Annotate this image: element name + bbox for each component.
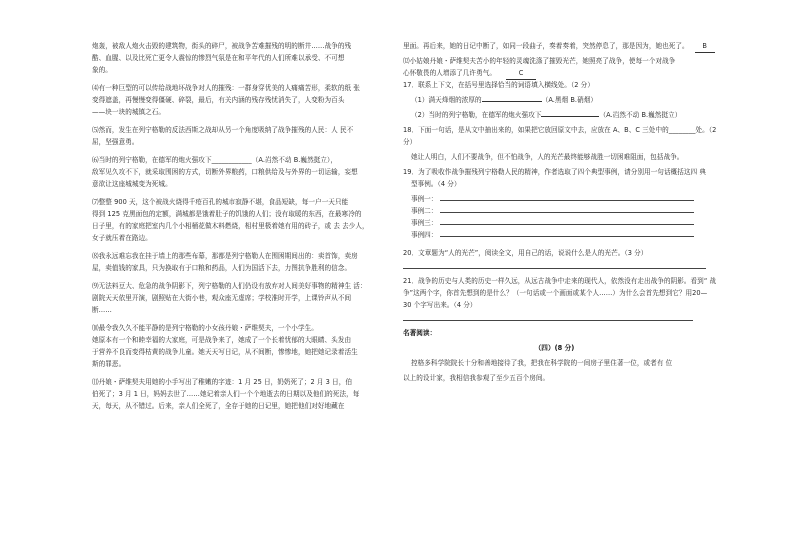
text-line [403,40,706,52]
answer-blank[interactable] [541,109,599,117]
question-19-cont: 型事例。（4 分） [411,180,461,188]
text-line: 屋，卖值钱的家具，只为换取有于口粮和药品，人们为国活下去，力图抗争胜利的信念。 [92,264,352,272]
text-line: ⑻我永远难忘我在挂于墙上的那些布幕，那都是列宁格勒人在围困期间出的：卖首饰，卖房 [92,252,358,260]
question-17: 17．联系上下文，在括号里选择恰当的词语填入横线处。（2 分） [403,81,594,89]
event-row-1 [403,193,706,205]
text-line: 意欲让这座城城变为死城。 [92,180,172,188]
text-segment: （A.岿然不动 B.巍然挺立） [599,111,682,119]
event-label: 事例四： [411,231,438,239]
answer-line[interactable] [440,229,694,237]
text-line: 炮轰，被敌人炮火击毁的建筑物，街头的碎尸，被战争苦难摧残的明的断井……战争的残 [92,42,352,50]
answer-line[interactable] [440,217,694,225]
part-title: （四）(8 分) [534,344,575,352]
question-21-cont: 争”这两个字，你首先想到的是什么？（一句话或一个画面或某个人……）为什么会首先想到它？用20— [403,289,708,297]
position-marker-b: B [695,40,715,53]
question-21-cont: 30 个字写出来。（4 分） [403,301,477,309]
text-line [403,67,706,79]
text-segment: 心怀敬畏的人增添了几许勇气。 [403,69,497,77]
event-row-2 [403,205,706,217]
question-17-2 [403,109,706,121]
right-column [403,40,717,384]
answer-line[interactable] [440,205,694,213]
answer-line[interactable] [403,261,706,269]
text-segment: （A.黑烟 B.硝烟） [541,96,598,104]
section-title: 名著阅读： [403,329,437,337]
event-row-4 [403,229,706,241]
answer-blank[interactable] [482,94,542,102]
question-21: 21．战争的历史与人类的历史一样久远，从远古战争中走来的现代人，依然没有走出战争的阴影。看到“ 战 [403,277,717,285]
text-line: 控格多科学院院长十分和善地接待了我，把我在科学院的一间房子里住著一位，或者有 位 [411,359,673,367]
question-17-1 [403,94,706,106]
left-column [92,40,388,412]
answer-line[interactable] [403,313,693,321]
question-18-quote: 她让人明白，人们不要战争，但不怕战争，人的光芒最终能够战胜一切困难阻面，包括战争。 [411,153,684,161]
text-line: ⑾丹娘・萨维契夫用她的小手写出了稚嫩的字迹：1 月 25 日，奶奶死了；2 月 3 日，伯 [92,378,352,386]
position-marker-c: C [506,67,536,80]
text-line: 以上的设计家，我相信我参观了至少五百个房间。 [403,374,550,382]
text-line: 断…… [92,306,112,314]
text-line: 得到 125 克黑面包的定额，满城都是饿着肚子的饥饿的人们；没有取暖的东西，在最寒冷的 [92,210,362,218]
text-line: 变得遮盖，再慢慢变得僵硬、碎裂，最后，有关内涵的残存残忧消失了，人变粉为百头 [92,96,345,104]
event-label: 事例一： [411,195,438,203]
text-line: ⑽最令我久久不能平静的是列宁格勒的小女孩丹娘・萨维契夫，一个小学生。 [92,324,318,332]
text-line: 敌军见久攻不下，就采取围困的方式，切断外界粮药，口粮供给及与外界的一切运输，妄想 [92,168,358,176]
question-20: 20．文章题为“人的光芒”，阅读全文，用自己的话，说说什么是人的光芒。（3 分） [403,249,648,257]
text-line: 象的。 [92,66,112,74]
text-line: ⑼无法料豆大、危急的战争阴影下，列宁格勒的人们仍设有放弃对人间美好事物的精神生 活： [92,282,367,290]
question-18: 18．下面一句话，是从文中抽出来的，如果把它放回原文中去，应放在 A、B、C 三处中的________处。（2 [403,126,717,134]
question-18-cont: 分） [403,138,417,146]
text-line: 于营养不良而变得枯黄的战争儿童。她天天写日记，从不间断，惨惨地，她把她记录着活生 [92,348,358,356]
text-line: ⑹当时的列宁格勒，在德军的炮火强攻下____________（A.岿然不动 B.巍然挺立）， [92,156,337,164]
text-line: 她原本有一个和睦幸福的大家庭，可是战争来了，她成了一个长着忧郁的大眼睛、头发由 [92,336,352,344]
text-line: 屈，坚强意勇。 [92,138,139,146]
event-label: 事例三： [411,219,438,227]
answer-line[interactable] [440,193,694,201]
text-segment: 里面。再后来，她的日记中断了，如同一段曲子，奏着奏着，突然停息了，那是因为，她也死了。 [403,42,689,50]
text-line: 日子里，有的家庭把室内几个小相桶花做木料燃烧，相村里极着她有用的砖子，或 去 去少人， [92,222,369,230]
text-line: ⑿小姑娘丹娘・萨维契夫苦小的年轻的灵魂洗涤了摧毁光芒，她照亮了战争，使每一个对战争 [403,57,676,65]
text-line: 剧院天天依里开演，剧照贴在大街小巷，观众座无虚席；学校准时开学，上课铃声从不间 [92,294,352,302]
text-line: 斯的罪恶。 [92,360,126,368]
text-line: ——块一块的城镇之石。 [92,108,166,116]
text-line: ⑺整整 900 天，这个被战火烧得千疮百孔的城市寂静不堪，食品短缺，每一户一天只能 [92,198,349,206]
event-label: 事例二： [411,207,438,215]
text-line: 伯死了；3 月 1 日，妈妈去世了……她记着亲人们一个个地逝去的日期以及他们的死法，每 [92,390,360,398]
text-segment: （1）满天烽烟的浓厚的 [411,96,482,104]
text-line: ⑷有一种巨型的可以传给战地坏战争对人的摧残：一群身穿优美的人痛痛苦形，柔软的纸 张 [92,84,360,92]
text-line: 酷、血腥、以及比死亡更令人震惊的惨烈气氛是在和平年代的人们所难以承受、不可想 [92,54,345,62]
event-row-3 [403,217,706,229]
text-line: 天，每天，从不错过。后来，亲人们全死了，全存于她的日记里，她把他们对好地藏在 [92,402,345,410]
text-line: 女子就压着在路边。 [92,234,152,242]
text-line: ⑸然而，发生在列宁格勒的反法西斯之战却从另一个角度吸纳了战争摧残的人民：人 民不 [92,126,354,134]
question-19: 19．为了吸收作战争摧残列宁格勒人民的精神，作者选取了四个典型事例，请分别用一句话概括这四 典 [403,168,706,176]
text-segment: （2）当时的列宁格勒，在德军的炮火强攻下 [411,111,542,119]
